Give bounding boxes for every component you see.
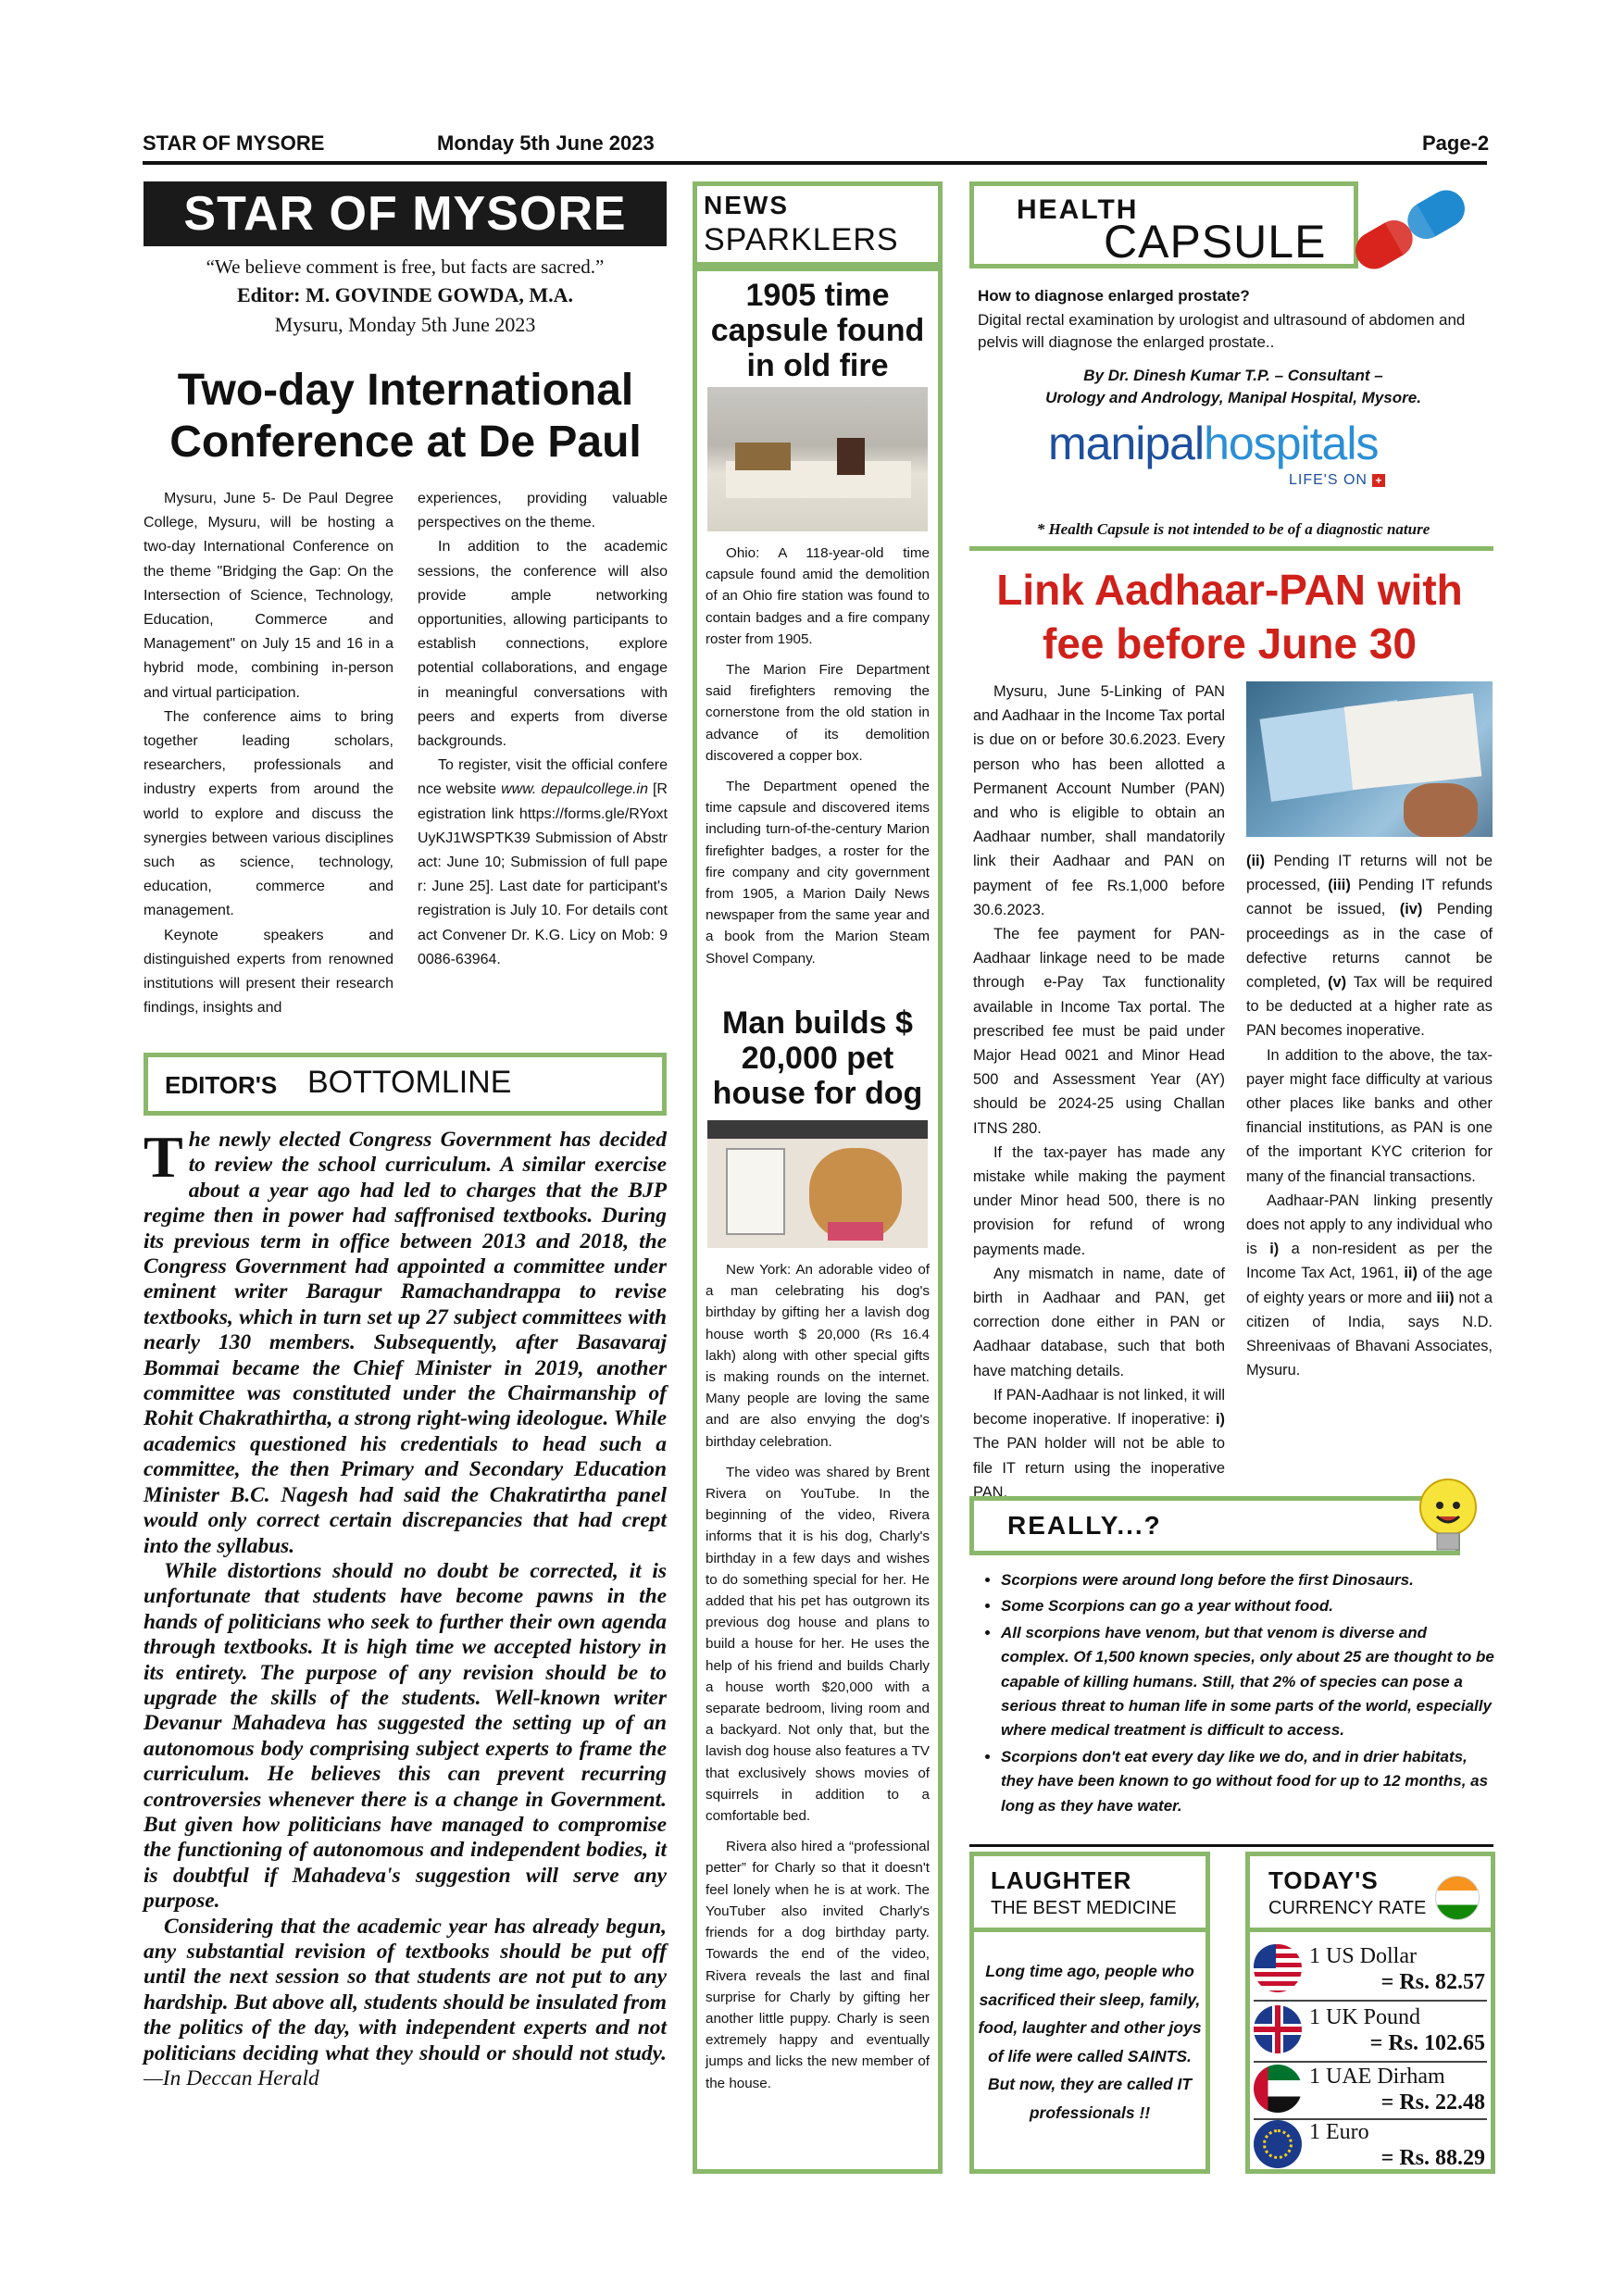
aadhaar-exempt-num: iii) bbox=[1436, 1289, 1455, 1306]
news-para: The Marion Fire Department said firefighters removing the cornerstone from the old station in advance of its demolition discovered a copper box. bbox=[706, 662, 930, 764]
really-facts bbox=[969, 1568, 1495, 1820]
editorial-para: Considering that the academic year has already begun, any substantial revision of textbooks should be put off until the next session so that students are not put to any hardship. But above all, students should be insulated from the politics of the day, with independent experts and not politicians deciding what they should or should not study. bbox=[144, 1914, 667, 2065]
masthead-dateline: Mysuru, Monday 5th June 2023 bbox=[274, 313, 536, 336]
aadhaar-item-num: i) bbox=[1215, 1411, 1225, 1429]
health-question: How to diagnose enlarged prostate? bbox=[978, 287, 1250, 305]
currency-value: = Rs. 102.65 bbox=[1369, 2031, 1485, 2055]
aadhaar-pan-card-photo bbox=[1246, 681, 1493, 837]
really-label: REALLY...? bbox=[1007, 1511, 1162, 1540]
laughter-label: THE BEST MEDICINE bbox=[991, 1898, 1177, 1918]
aadhaar-exempt-text: a non-resident as per the Income Tax Act, 1961, bbox=[1246, 1241, 1493, 1282]
plus-icon: + bbox=[1372, 474, 1385, 487]
laughter-joke bbox=[978, 1957, 1202, 2127]
conference-headline: Two-day International Conference at De Paul bbox=[169, 366, 642, 467]
manipal-logo bbox=[1048, 417, 1378, 470]
news-label-underline bbox=[693, 267, 943, 271]
aadhaar-exempt-text: of the age of eighty years or more and bbox=[1246, 1265, 1493, 1306]
aadhaar-item-text: Pending IT refunds cannot be issued, bbox=[1246, 877, 1493, 918]
aadhaar-item-text: Pending proceedings as in the case of defective returns cannot be completed, bbox=[1246, 901, 1493, 992]
health-label-bold: HEALTH bbox=[1017, 194, 1139, 225]
manipal-tagline bbox=[1289, 472, 1385, 489]
masthead-title: STAR OF MYSORE bbox=[144, 181, 667, 246]
capsule-pill-icon bbox=[1341, 183, 1480, 276]
currency-divider bbox=[1254, 2118, 1487, 2120]
aadhaar-para: Aadhaar-PAN linking presently does not apply to any individual who is bbox=[1246, 1192, 1493, 1258]
really-bottom-rule bbox=[969, 1844, 1493, 1847]
news-label-bold: NEWS bbox=[704, 191, 789, 219]
aadhaar-item-text: Tax will be required to be deducted at a higher rate as PAN becomes inoperative. bbox=[1246, 974, 1493, 1040]
manipal-logo-text-a: manipal bbox=[1048, 418, 1205, 469]
editorial-label: BOTTOMLINE bbox=[307, 1065, 512, 1100]
conference-para: Mysuru, June 5- De Paul Degree College, Mysuru, will be hosting a two-day International Conference on the theme "Bridging the Gap: On the Intersection of Science, Technology, Education, Commerce and Management" on July 15 and 16 in a hybrid mode, combining in-person and virtual participation. bbox=[144, 491, 394, 701]
conference-website-link[interactable]: www. depaulcollege.in bbox=[501, 781, 648, 798]
paper-name: STAR OF MYSORE bbox=[143, 131, 325, 155]
fact-item: • Some Scorpions can go a year without food. bbox=[1001, 1594, 1495, 1618]
editorial-dropcap: T bbox=[144, 1124, 183, 1190]
news-para: The Department opened the time capsule and discovered items including turn-of-the-century Marion firefighter badges, a roster for the fire company and city government from 1905, a Marion Daily News newspaper from the same year and a book from the Marion Steam Shovel Company. bbox=[706, 779, 930, 967]
currency-label-bold: TODAY'S bbox=[1268, 1866, 1379, 1894]
currency-unit: 1 US Dollar bbox=[1309, 1944, 1417, 1968]
aadhaar-item-text: The PAN holder will not be able to file IT return using the inoperative PAN, bbox=[973, 1435, 1225, 1501]
aadhaar-para: In addition to the above, the tax-payer might face difficulty at various other places like banks and other financial institutions, as PAN is one of the important KYC criterion for many of the financial transactions. bbox=[1246, 1046, 1493, 1185]
conference-reg-intro: To register, visit the official conference website bbox=[418, 757, 668, 798]
news-para: Ohio: A 118-year-old time capsule found amid the demolition of an Ohio fire station was found to contain badges and a fire company roster from 1905. bbox=[706, 545, 930, 647]
aadhaar-item-num: (iv) bbox=[1399, 901, 1423, 918]
news-para: New York: An adorable video of a man celebrating his dog's birthday by gifting her a lavish dog house worth $ 20,000 (Rs 16.4 lakh) along with other special gifts is making rounds on the internet. Many people are loving the same and are also envying the dog's birthday celebration. bbox=[706, 1262, 930, 1450]
aadhaar-item-text: Pending IT returns will not be processed, bbox=[1246, 853, 1493, 894]
news-story2-headline: Man builds $ 20,000 pet house for dog bbox=[712, 1005, 923, 1111]
health-label: CAPSULE bbox=[1104, 216, 1327, 268]
aadhaar-col-right bbox=[1246, 849, 1493, 1382]
joke-line: But now, they are called IT professionals !! bbox=[987, 2075, 1193, 2122]
manipal-tagline-text: LIFE'S ON bbox=[1289, 472, 1368, 488]
currency-value: = Rs. 22.48 bbox=[1380, 2090, 1485, 2115]
editorial-para: While distortions should no doubt be corrected, it is unfortunate that students have become pawns in the hands of politicians who seek to further their own agenda through textbooks. It is high time we accepted history in its entirety. The purpose of any revision should be to upgrade the skills of the students. Well-known writer Devanur Mahadeva has suggested the setting up of an autonomous body comprising subject experts to frame the curriculum. He believes this can prevent recurring controversies whenever there is a change in Government. But given how politicians have managed to compromise the functioning of autonomous and independent bodies, it is doubtful if Mahadeva's suggestion will serve any purpose. bbox=[144, 1558, 667, 1914]
eu-flag-icon bbox=[1254, 2120, 1302, 2168]
header-rule bbox=[143, 161, 1487, 165]
editorial-source: —In Deccan Herald bbox=[144, 2066, 319, 2091]
currency-divider bbox=[1254, 2000, 1487, 2002]
currency-value: = Rs. 88.29 bbox=[1380, 2146, 1485, 2170]
conference-col2 bbox=[418, 487, 668, 972]
conference-para: The conference aims to bring together leading scholars, researchers, professionals and industry experts from around the world to explore and discuss the synergies between various disciplines such as science, technology, education, commerce and management. bbox=[144, 708, 394, 919]
editorial-label-bold: EDITOR'S bbox=[165, 1071, 278, 1099]
conference-col1 bbox=[144, 487, 394, 1020]
news-label: SPARKLERS bbox=[704, 222, 899, 257]
health-bottom-rule bbox=[969, 546, 1493, 551]
aadhaar-para: The fee payment for PAN-Aadhaar linkage need to be made through e-Pay Tax functionality available in Income Tax portal. The prescribed fee must be paid under Major Head 0021 and Minor Head 500 and Assessment Year (AY) should be 2024-25 using Challan ITNS 280. bbox=[973, 926, 1225, 1137]
fact-item: • All scorpions have venom, but that venom is diverse and complex. Of 1,500 known species, only about 25 are thought to be capable of killing humans. Still, that 2% of species can pose a serious threat to human life in some parts of the world, especially where medical treatment is difficult to access. bbox=[1001, 1621, 1495, 1743]
health-answer: Digital rectal examination by urologist and ultrasound of abdomen and pelvis will diagnose the enlarged prostate.. bbox=[978, 311, 1466, 351]
currency-value: = Rs. 82.57 bbox=[1380, 1970, 1485, 1994]
health-byline1: By Dr. Dinesh Kumar T.P. – Consultant – bbox=[1083, 367, 1383, 384]
currency-label-underline bbox=[1245, 1928, 1495, 1932]
time-capsule-photo bbox=[707, 387, 928, 531]
aadhaar-para: Any mismatch in name, date of birth in Aadhaar and PAN, get correction done either in PAN or Aadhaar database, such that both have matching details. bbox=[973, 1265, 1225, 1379]
masthead-motto: “We believe comment is free, but facts are sacred.” bbox=[206, 256, 605, 278]
lightbulb-icon bbox=[1415, 1474, 1481, 1563]
india-flag-icon bbox=[1435, 1876, 1480, 1920]
currency-unit: 1 UAE Dirham bbox=[1309, 2065, 1445, 2089]
laughter-label-bold: LAUGHTER bbox=[991, 1866, 1132, 1894]
news-story1-body bbox=[706, 543, 930, 969]
conference-para: In addition to the academic sessions, the conference will also provide ample networking opportunities, allowing participants to establish connections, explore potential collaborations, and engage in meaningful conversations with peers and experts from diverse backgrounds. bbox=[418, 539, 668, 750]
page-number: Page-2 bbox=[1422, 131, 1490, 155]
dog-house-photo bbox=[707, 1120, 928, 1248]
masthead-editor: Editor: M. GOVINDE GOWDA, M.A. bbox=[237, 283, 573, 306]
joke-line: Long time ago, people who sacrificed their sleep, family, food, laughter and other joys of life were called SAINTS. bbox=[978, 1962, 1202, 2065]
uae-flag-icon bbox=[1254, 2065, 1302, 2113]
aadhaar-exempt-num: ii) bbox=[1404, 1265, 1418, 1282]
news-story2-body bbox=[706, 1259, 930, 2094]
health-disclaimer: * Health Capsule is not intended to be of a diagnostic nature bbox=[1036, 520, 1430, 538]
currency-label: CURRENCY RATE bbox=[1268, 1898, 1427, 1918]
uk-flag-icon bbox=[1254, 2005, 1302, 2053]
news-para: Rivera also hired a “professional petter” for Charly so that it doesn't feel lonely when he is at work. The YouTuber also invited Charly's friends for a dog birthday party. Towards the end of the video, Rivera reveals the last and final surprise for Charly by gifting her another little puppy. Charly is seen extremely happy and eventually jumps and licks the new member of the house. bbox=[706, 1839, 930, 2091]
manipal-logo-text-b: hospitals bbox=[1204, 418, 1379, 469]
currency-unit: 1 Euro bbox=[1309, 2120, 1369, 2144]
editorial-body bbox=[144, 1124, 667, 2091]
aadhaar-item-num: (iii) bbox=[1328, 877, 1351, 894]
news-story1-headline: 1905 time capsule found in old fire bbox=[710, 278, 925, 383]
laughter-label-underline bbox=[969, 1928, 1210, 1932]
us-flag-icon bbox=[1254, 1944, 1302, 1992]
conference-para: experiences, providing valuable perspectives on the theme. bbox=[418, 491, 668, 531]
aadhaar-exempt-text: not a citizen of India, says N.D. Shreenivaas of Bhavani Associates, Mysuru. bbox=[1246, 1289, 1493, 1379]
editorial-para: he newly elected Congress Government has decided to review the school curriculum. A similar exercise about a year ago had led to charges that the BJP regime then in power had saffronised textbooks. During its previous term in office between 2013 and 2018, the Congress Government had appointed a committee under eminent writer Baragur Ramachandrappa to revise textbooks, which in turn set up 27 subject committees with nearly 130 members. Subsequently, after Basavaraj Bommai became the Chief Minister in 2019, another committee was constituted under the Chairmanship of Rohit Chakrathirtha, a strong right-wing ideologue. While academics questioned his credentials to head such a committee, the then Primary and Secondary Education Minister B.C. Nagesh had said the Chakratirtha panel would only correct certain discrepancies that had crept into the syllabus. bbox=[144, 1128, 667, 1558]
fact-item: • Scorpions were around long before the first Dinosaurs. bbox=[1001, 1568, 1495, 1592]
health-byline2: Urology and Andrology, Manipal Hospital, Mysore. bbox=[1045, 389, 1421, 406]
aadhaar-item-num: (v) bbox=[1328, 974, 1347, 992]
aadhaar-para: Mysuru, June 5-Linking of PAN and Aadhaar in the Income Tax portal is due on or before 30.6.2023. Every person who has been allotted a Permanent Account Number (PAN) and who is eligible to obtain an Aadhaar number, shall mandatorily link their Aadhaar and PAN on payment of fee Rs.1,000 before 30.6.2023. bbox=[973, 683, 1225, 918]
aadhaar-headline: Link Aadhaar-PAN with fee before June 30 bbox=[996, 566, 1463, 668]
aadhaar-para: If the tax-payer has made any mistake while making the payment under Minor head 500, there is no provision for refund of wrong payments made. bbox=[973, 1143, 1225, 1258]
aadhaar-item-num: (ii) bbox=[1246, 853, 1266, 869]
aadhaar-col-left bbox=[973, 680, 1225, 1504]
aadhaar-para: If PAN-Aadhaar is not linked, it will become inoperative. If inoperative: bbox=[973, 1386, 1225, 1429]
issue-date: Monday 5th June 2023 bbox=[437, 131, 655, 155]
fact-item: • Scorpions don't eat every day like we do, and in drier habitats, they have been known to go without food for up to 12 months, as long as they have water. bbox=[1001, 1745, 1495, 1818]
news-para: The video was shared by Brent Rivera on YouTube. In the beginning of the video, Rivera informs that it is his dog, Charly's birthday in a few days and wishes to do something special for her. He added that his pet has outgrown its previous dog house and plans to build a house for her. He uses the help of his friend and builds Charly a house worth $20,000 with a separate bedroom, living room and a backyard. Not only that, but the lavish dog house also features a TV that exclusively shows movies of squirrels in addition to a comfortable bed. bbox=[706, 1464, 930, 1825]
currency-divider bbox=[1254, 2061, 1487, 2063]
conference-reg-details: [Registration link https://forms.gle/RYoxtUyKJ1WSPTK39 Submission of Abstract: June 10; Submission of full paper: June 25]. Last date for participant's registration is July 10. For details contact Convener Dr. K.G. Licy on Mob: 90086-63964. bbox=[418, 781, 668, 967]
aadhaar-exempt-num: i) bbox=[1269, 1241, 1280, 1258]
currency-unit: 1 UK Pound bbox=[1309, 2005, 1421, 2029]
conference-para: Keynote speakers and distinguished experts from renowned institutions will present their research findings, insights and bbox=[144, 927, 394, 1017]
